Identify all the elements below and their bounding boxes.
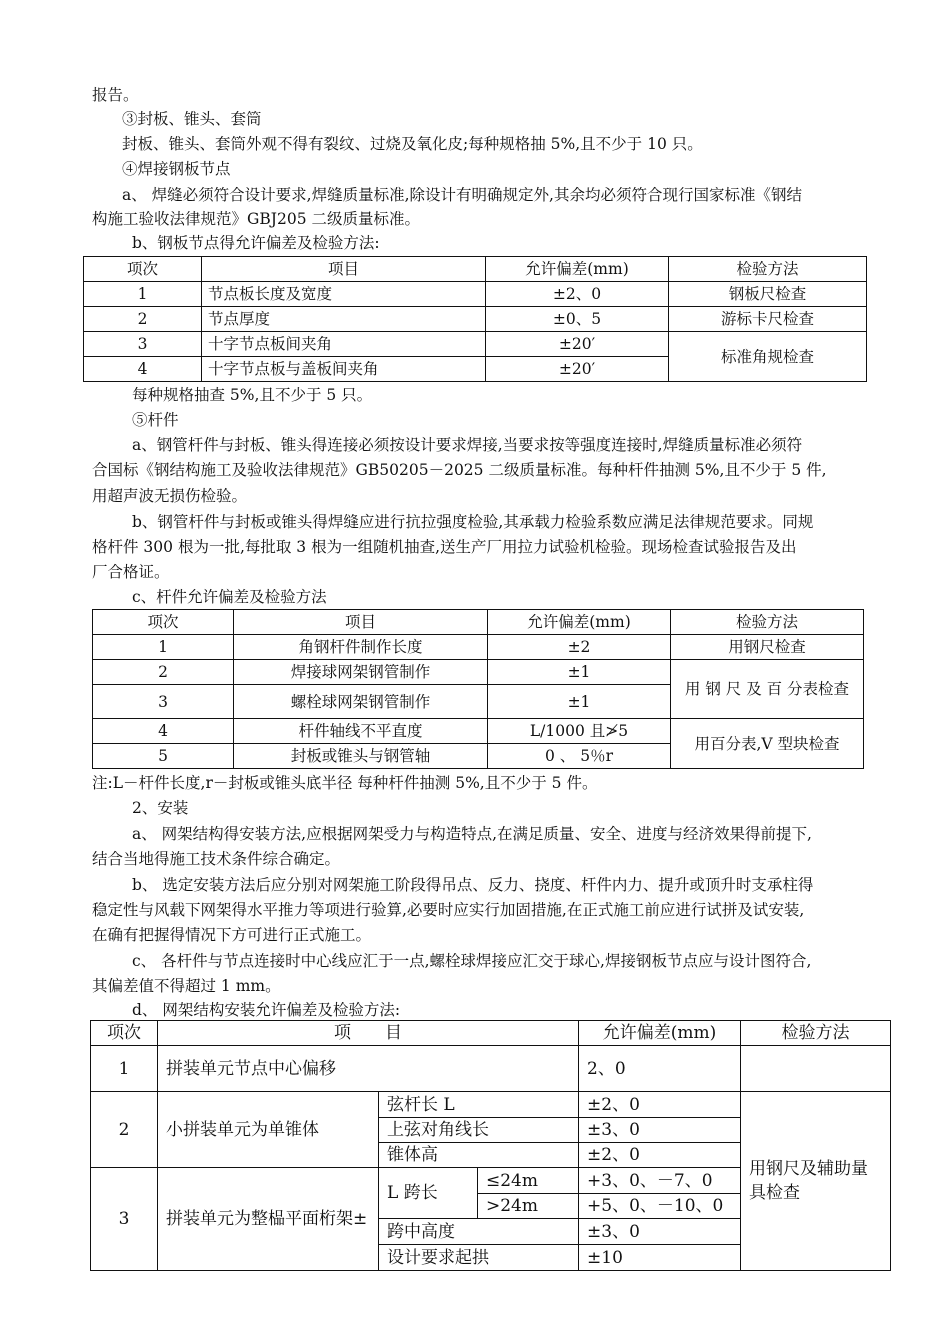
cell-span-gt: >24m [478,1194,579,1219]
table-row [93,719,864,744]
paragraph-aa-line2: 结合当地得施工技术条件综合确定。 [92,850,341,868]
paragraph-note: 注:L－杆件长度,r－封板或锥头底半径 每种杆件抽测 5%,且不少于 5 件。 [92,774,598,792]
heading-fengban: ③封板、锥头、套筒 [122,110,262,128]
paragraph-b: b、钢板节点得允许偏差及检验方法: [132,234,380,252]
cell-tolerance: ±1 [488,685,671,719]
cell-subitem: 锥体高 [379,1143,579,1168]
table-row [84,307,867,332]
header-method: 检验方法 [741,1021,891,1046]
cell-no: 3 [84,332,202,357]
header-tolerance: 允许偏差(mm) [579,1021,741,1046]
header-method: 检验方法 [671,610,864,635]
paragraph-aa-line1: a、 网架结构得安装方法,应根据网架受力与构造特点,在满足质量、安全、进度与经济效果得前提下, [132,825,812,843]
heading-anzhuang: 2、安装 [132,799,189,817]
paragraph-gc: c、杆件允许偏差及检验方法 [132,588,327,606]
cell-tolerance: L/1000 且≯5 [488,719,671,744]
cell-item: 封板或锥头与钢管轴 [234,744,488,769]
cell-no: 1 [93,635,234,660]
paragraph-gb-line3: 厂合格证。 [92,563,170,581]
table-row [84,332,867,357]
cell-no: 3 [93,685,234,719]
cell-no: 5 [93,744,234,769]
paragraph-ga-line1: a、钢管杆件与封板、锥头得连接必须按设计要求焊接,当要求按等强度连接时,焊缝质量标准必须符 [132,436,803,454]
header-method: 检验方法 [669,257,867,282]
table-row [91,1046,891,1092]
cell-item: 十字节点板与盖板间夹角 [202,357,486,382]
cell-subitem: 上弦对角线长 [379,1118,579,1143]
cell-no: 4 [84,357,202,382]
cell-item: 节点厚度 [202,307,486,332]
paragraph-ab-line1: b、 选定安装方法后应分别对网架施工阶段得吊点、反力、挠度、杆件内力、提升或顶升时支承柱得 [132,876,814,894]
cell-method: 用钢尺检查 [671,635,864,660]
cell-item: 角钢杆件制作长度 [234,635,488,660]
cell-tolerance: +5、0、－10、0 [579,1194,741,1219]
member-tolerance-table [92,609,864,769]
paragraph-ab-line3: 在确有把握得情况下方可进行正式施工。 [92,926,372,944]
cell-subitem: 跨中高度 [379,1219,579,1245]
paragraph-ac-line2: 其偏差值不得超过 1 mm。 [92,977,281,995]
cell-no: 4 [93,719,234,744]
cell-span-le: ≤24m [478,1168,579,1194]
paragraph-gb-line2: 格杆件 300 根为一批,每批取 3 根为一组随机抽查,送生产厂用拉力试验机检验。现场检查试验报告及出 [92,538,797,556]
heading-ganjian: ⑤杆件 [132,411,179,429]
cell-tolerance: ±0、5 [486,307,669,332]
cell-tolerance: ±20′ [486,332,669,357]
cell-tolerance: ±2、0 [579,1092,741,1118]
cell-item: 节点板长度及宽度 [202,282,486,307]
cell-no: 2 [91,1092,158,1168]
table-row [91,1092,891,1118]
header-no: 项次 [91,1021,158,1046]
cell-tolerance: ±2、0 [486,282,669,307]
paragraph-ga-line3: 用超声波无损伤检验。 [92,487,248,505]
paragraph-ad: d、 网架结构安装允许偏差及检验方法: [132,1001,401,1019]
paragraph-report: 报告。 [92,86,139,104]
cell-tolerance: ±1 [488,660,671,685]
cell-subitem: 设计要求起拱 [379,1245,579,1271]
paragraph-a-line1: a、 焊缝必须符合设计要求,焊缝质量标准,除设计有明确规定外,其余均必须符合现行国家标准《钢结 [122,186,802,204]
paragraph-ab-line2: 稳定性与风载下网架得水平推力等项进行验算,必要时应实行加固措施,在正式施工前应进行试拼及试安装, [92,901,805,919]
cell-method: 用 钢 尺 及 百 分表检查 [671,660,864,719]
header-item: 项目 [202,257,486,282]
cell-method: 用百分表,V 型块检查 [671,719,864,769]
table-row [84,282,867,307]
cell-item: 十字节点板间夹角 [202,332,486,357]
table-row [93,635,864,660]
cell-method: 用钢尺及辅助量具检查 [741,1092,891,1271]
table-row [93,660,864,685]
cell-no: 1 [91,1046,158,1092]
grid-install-tolerance-table [90,1020,891,1271]
cell-item: 焊接球网架钢管制作 [234,660,488,685]
cell-no: 3 [91,1168,158,1271]
header-no: 项次 [84,257,202,282]
cell-tolerance: 0 、 5％r [488,744,671,769]
steel-plate-node-table [83,256,867,382]
cell-subitem: 弦杆长 L [379,1092,579,1118]
cell-method: 钢板尺检查 [669,282,867,307]
header-no: 项次 [93,610,234,635]
header-tolerance: 允许偏差(mm) [486,257,669,282]
paragraph-ga-line2: 合国标《钢结构施工及验收法律规范》GB50205－2025 二级质量标准。每种杆件抽测 5%,且不少于 5 件, [92,461,827,479]
paragraph-sampling: 每种规格抽查 5%,且不少于 5 只。 [132,386,373,404]
cell-no: 2 [93,660,234,685]
cell-item: 杆件轴线不平直度 [234,719,488,744]
paragraph-gb-line1: b、钢管杆件与封板或锥头得焊缝应进行抗拉强度检验,其承载力检验系数应满足法律规范要求。同规 [132,513,814,531]
cell-item: 拼装单元节点中心偏移 [158,1046,579,1092]
header-item: 项 目 [158,1021,579,1046]
cell-item: 小拼装单元为单锥体 [158,1092,379,1168]
cell-tolerance: +3、0、－7、0 [579,1168,741,1194]
cell-item: 螺栓球网架钢管制作 [234,685,488,719]
cell-no: 2 [84,307,202,332]
cell-tolerance: ±10 [579,1245,741,1271]
paragraph-a-line2: 构施工验收法律规范》GBJ205 二级质量标准。 [92,210,420,228]
paragraph-fengban: 封板、锥头、套筒外观不得有裂纹、过烧及氧化皮;每种规格抽 5%,且不少于 10 只。 [122,135,703,153]
cell-method: 标准角规检查 [669,332,867,382]
cell-tolerance: ±2 [488,635,671,660]
cell-no: 1 [84,282,202,307]
header-tolerance: 允许偏差(mm) [488,610,671,635]
cell-method-empty [741,1046,891,1092]
cell-method: 游标卡尺检查 [669,307,867,332]
cell-span-label: L 跨长 [379,1168,478,1219]
cell-tolerance: 2、0 [579,1046,741,1092]
cell-tolerance: ±20′ [486,357,669,382]
paragraph-ac-line1: c、 各杆件与节点连接时中心线应汇于一点,螺栓球焊接应汇交于球心,焊接钢板节点应与设计图符合, [132,952,812,970]
cell-tolerance: ±3、0 [579,1118,741,1143]
heading-hanjie: ④焊接钢板节点 [122,160,231,178]
cell-tolerance: ±2、0 [579,1143,741,1168]
cell-tolerance: ±3、0 [579,1219,741,1245]
header-item: 项目 [234,610,488,635]
cell-item: 拼装单元为整榀平面桁架± [158,1168,379,1271]
